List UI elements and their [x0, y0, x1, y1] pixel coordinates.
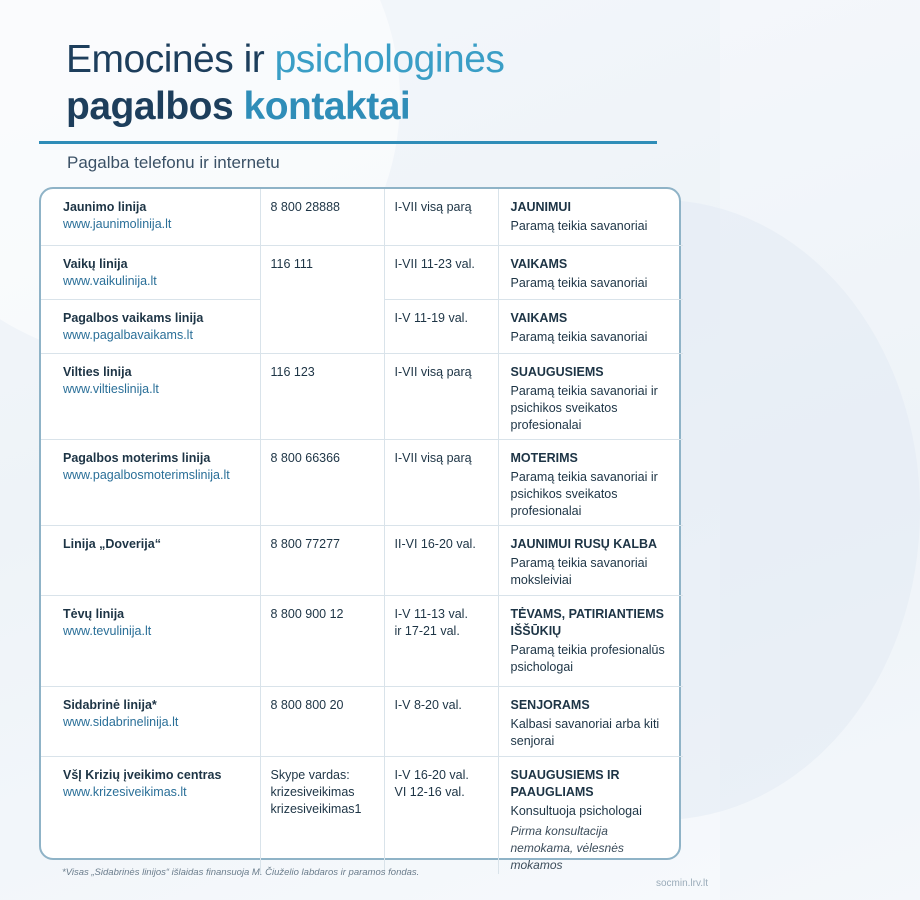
support-description: Paramą teikia savanoriai	[510, 275, 648, 290]
line-cell	[41, 245, 260, 299]
line-cell	[41, 686, 260, 756]
line-cell	[41, 756, 260, 874]
audience-cell	[498, 439, 683, 525]
phone-number[interactable]: 8 800 66366	[270, 450, 341, 465]
phone-cell	[260, 439, 384, 525]
hours: I-V 16-20 val.	[394, 767, 469, 782]
phone-cell	[260, 353, 384, 439]
line-url[interactable]: www.sidabrinelinija.lt	[63, 714, 179, 729]
line-name: Pagalbos moterims linija	[63, 450, 211, 465]
site-watermark: socmin.lrv.lt	[655, 878, 708, 889]
line-name: Vaikų linija	[63, 256, 128, 271]
audience: TĖVAMS, PATIRIANTIEMS IŠŠŪKIŲ	[510, 606, 664, 638]
line-cell	[41, 353, 260, 439]
hours: II-VI 16-20 val.	[394, 536, 476, 551]
phone-cell	[260, 756, 384, 874]
phone-number[interactable]: 116 123	[270, 364, 315, 379]
phone-number[interactable]: 8 800 900 12	[270, 606, 344, 621]
audience-cell	[498, 525, 683, 595]
line-url[interactable]: www.pagalbosmoterimslinija.lt	[63, 467, 230, 482]
line-name: VšĮ Krizių įveikimo centras	[63, 767, 222, 782]
table-row	[41, 189, 683, 245]
audience: JAUNIMUI RUSŲ KALBA	[510, 536, 658, 551]
phone-cell	[260, 245, 384, 353]
hours-cell	[384, 353, 498, 439]
phone-cell	[260, 525, 384, 595]
hours: I-VII visą parą	[394, 364, 472, 379]
footnote: *Visas „Sidabrinės linijos“ išlaidas finansuoja M. Čiuželio labdaros ir paramos fondas.	[62, 867, 420, 878]
hours: I-VII visą parą	[394, 450, 472, 465]
hours-cell	[384, 189, 498, 245]
line-cell	[41, 189, 260, 245]
hours-cell	[384, 756, 498, 874]
table-row	[41, 525, 683, 595]
line-url[interactable]: www.vaikulinija.lt	[63, 273, 157, 288]
table-row	[41, 756, 683, 874]
audience-cell	[498, 595, 683, 686]
hours: I-V 11-13 val.	[394, 606, 468, 621]
support-description: Paramą teikia savanoriai ir psichikos sveikatos profesionalai	[510, 469, 658, 518]
hours-cell	[384, 439, 498, 525]
line-name: Jaunimo linija	[63, 200, 147, 214]
hours: I-V 8-20 val.	[394, 697, 462, 712]
line-cell	[41, 525, 260, 595]
line-url[interactable]: www.viltieslinija.lt	[63, 381, 159, 396]
audience: JAUNIMUI	[510, 200, 571, 214]
hours: I-VII 11-23 val.	[394, 256, 475, 271]
page-title-line1: Emocinės ir psichologinės	[66, 38, 505, 81]
hours-cell	[384, 686, 498, 756]
table-row	[41, 353, 683, 439]
line-url[interactable]: www.jaunimolinija.lt	[63, 217, 172, 231]
hours-cell	[384, 245, 498, 299]
support-description: Paramą teikia savanoriai	[510, 219, 648, 233]
support-description: Paramą teikia savanoriai	[510, 329, 648, 344]
table-row	[41, 245, 683, 299]
pricing-note: Pirma konsultacija nemokama, vėlesnės mokamos	[510, 823, 624, 872]
phone-cell	[260, 595, 384, 686]
line-cell	[41, 439, 260, 525]
audience-cell	[498, 756, 683, 874]
page-title-line2: pagalbos kontaktai	[66, 85, 411, 128]
line-url[interactable]: www.pagalbavaikams.lt	[63, 327, 193, 342]
table-row	[41, 595, 683, 686]
audience: SENJORAMS	[510, 697, 590, 712]
support-description: Paramą teikia savanoriai ir psichikos sveikatos profesionalai	[510, 383, 658, 432]
line-name: Linija „Doverija“	[63, 536, 161, 551]
audience-cell	[498, 245, 683, 299]
contacts-table	[39, 187, 681, 872]
audience: VAIKAMS	[510, 310, 568, 325]
hours-extra: ir 17-21 val.	[394, 623, 460, 638]
hours-extra: VI 12-16 val.	[394, 784, 465, 799]
line-name: Tėvų linija	[63, 606, 125, 621]
phone-number[interactable]: 116 111	[270, 256, 313, 271]
line-name: Sidabrinė linija*	[63, 697, 157, 712]
audience-cell	[498, 299, 683, 353]
hours: I-V 11-19 val.	[394, 310, 468, 325]
phone-number[interactable]: 8 800 800 20	[270, 697, 344, 712]
hours-cell	[384, 595, 498, 686]
hours-cell	[384, 525, 498, 595]
audience: SUAUGUSIEMS IR PAAUGLIAMS	[510, 767, 620, 799]
support-description: Paramą teikia savanoriai moksleiviai	[510, 555, 648, 587]
support-description: Paramą teikia profesionalūs psichologai	[510, 642, 665, 674]
table-row	[41, 439, 683, 525]
phone-number[interactable]: 8 800 28888	[270, 200, 341, 214]
table-row	[41, 686, 683, 756]
line-name: Vilties linija	[63, 364, 132, 379]
line-url[interactable]: www.krizesiveikimas.lt	[63, 784, 187, 799]
page-subtitle: Pagalba telefonu ir internetu	[67, 153, 280, 172]
phone-cell	[260, 189, 384, 245]
audience: VAIKAMS	[510, 256, 568, 271]
audience-cell	[498, 189, 683, 245]
support-description: Konsultuoja psichologai	[510, 803, 642, 818]
hours-cell	[384, 299, 498, 353]
audience: SUAUGUSIEMS	[510, 364, 604, 379]
phone-cell	[260, 686, 384, 756]
audience-cell	[498, 686, 683, 756]
support-description: Kalbasi savanoriai arba kiti senjorai	[510, 716, 660, 748]
skype-contact[interactable]: Skype vardas: krizesiveikimas krizesiveikimas1	[270, 767, 362, 816]
audience: MOTERIMS	[510, 450, 578, 465]
line-name: Pagalbos vaikams linija	[63, 310, 204, 325]
line-url[interactable]: www.tevulinija.lt	[63, 623, 152, 638]
line-cell	[41, 595, 260, 686]
title-divider	[39, 141, 657, 144]
line-cell	[41, 299, 260, 353]
audience-cell	[498, 353, 683, 439]
phone-number[interactable]: 8 800 77277	[270, 536, 341, 551]
hours: I-VII visą parą	[394, 200, 472, 214]
